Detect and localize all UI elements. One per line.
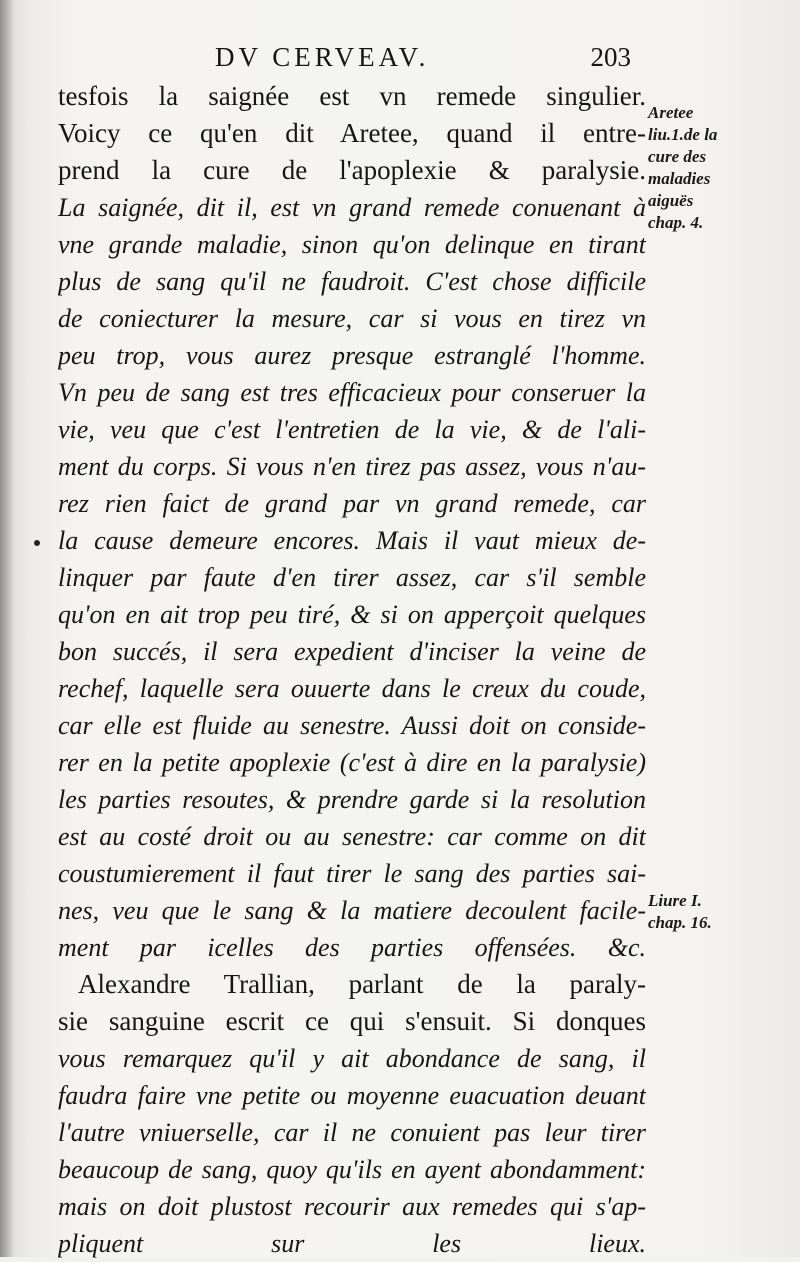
text-line: la cause demeure encores. Mais il vaut mieux de- [58,526,646,555]
margin-note-line: chap. 4. [648,213,704,232]
ink-speck [34,540,40,546]
text-line: rer en la petite apoplexie (c'est à dire en la paralysie) [58,748,646,777]
text-line: coustumierement il faut tirer le sang des parties sai- [58,859,646,888]
margin-note-line: cure des [648,147,707,166]
text-line: Alexandre Trallian, parlant de la paraly- [78,969,646,999]
margin-note-line: Liure I. [648,891,702,910]
margin-note-line: maladies [648,169,711,188]
text-line: de coniecturer la mesure, car si vous en tirez vn [58,304,646,333]
body-text [58,78,646,1262]
text-line: sie sanguine escrit ce qui s'ensuit. Si donques [58,1006,646,1036]
text-line: rez rien faict de grand par vn grand remede, car [58,489,646,518]
margin-note-line: aiguës [648,191,694,210]
text-line: plus de sang qu'il ne faudroit. C'est chose difficile [58,267,646,296]
text-line: ment par icelles des parties offensées. &c. [58,933,646,962]
gutter-shadow [0,0,14,1257]
text-line: beaucoup de sang, quoy qu'ils en ayent abondamment: [58,1155,646,1184]
page-header [215,42,655,82]
page-number: 203 [590,42,631,72]
text-line: peu trop, vous aurez presque estranglé l'homme. [58,341,646,370]
text-line: Vn peu de sang est tres efficacieux pour conseruer la [58,378,646,407]
text-line: vous remarquez qu'il y ait abondance de sang, il [58,1044,646,1073]
text-line: La saignée, dit il, est vn grand remede conuenant à [58,193,646,222]
text-line: qu'on en ait trop peu tiré, & si on apperçoit quelques [58,600,646,629]
text-line: ment du corps. Si vous n'en tirez pas assez, vous n'au- [58,452,646,481]
text-line: Voicy ce qu'en dit Aretee, quand il entre- [58,118,646,148]
margin-note-liure [648,890,798,934]
margin-note-aretee [648,102,798,234]
text-line: faudra faire vne petite ou moyenne euacuation deuant [58,1081,646,1110]
text-line: car elle est fluide au senestre. Aussi doit on conside- [58,711,646,740]
text-line: l'autre vniuerselle, car il ne conuient pas leur tirer [58,1118,646,1147]
text-line: tesfois la saignée est vn remede singulier. [58,81,646,111]
text-line: mais on doit plustost recourir aux remedes qui s'ap- [58,1192,646,1221]
text-line: vne grande maladie, sinon qu'on delinque en tirant [58,230,646,259]
text-line: prend la cure de l'apoplexie & paralysie. [58,155,646,185]
margin-note-line: Aretee [648,103,694,122]
text-line: nes, veu que le sang & la matiere decoulent facile- [58,896,646,925]
text-line: linquer par faute d'en tirer assez, car s'il semble [58,563,646,592]
text-line: est au costé droit ou au senestre: car comme on dit [58,822,646,851]
running-head: DV CERVEAV. [215,42,430,72]
margin-note-line: chap. 16. [648,913,712,932]
text-line: pliquent sur les lieux. [58,1229,646,1258]
text-line: les parties resoutes, & prendre garde si la resolution [58,785,646,814]
text-line: rechef, laquelle sera ouuerte dans le creux du coude, [58,674,646,703]
text-line: vie, veu que c'est l'entretien de la vie, & de l'ali- [58,415,646,444]
text-line: bon succés, il sera expedient d'inciser la veine de [58,637,646,666]
margin-note-line: liu.1.de la [648,125,718,144]
